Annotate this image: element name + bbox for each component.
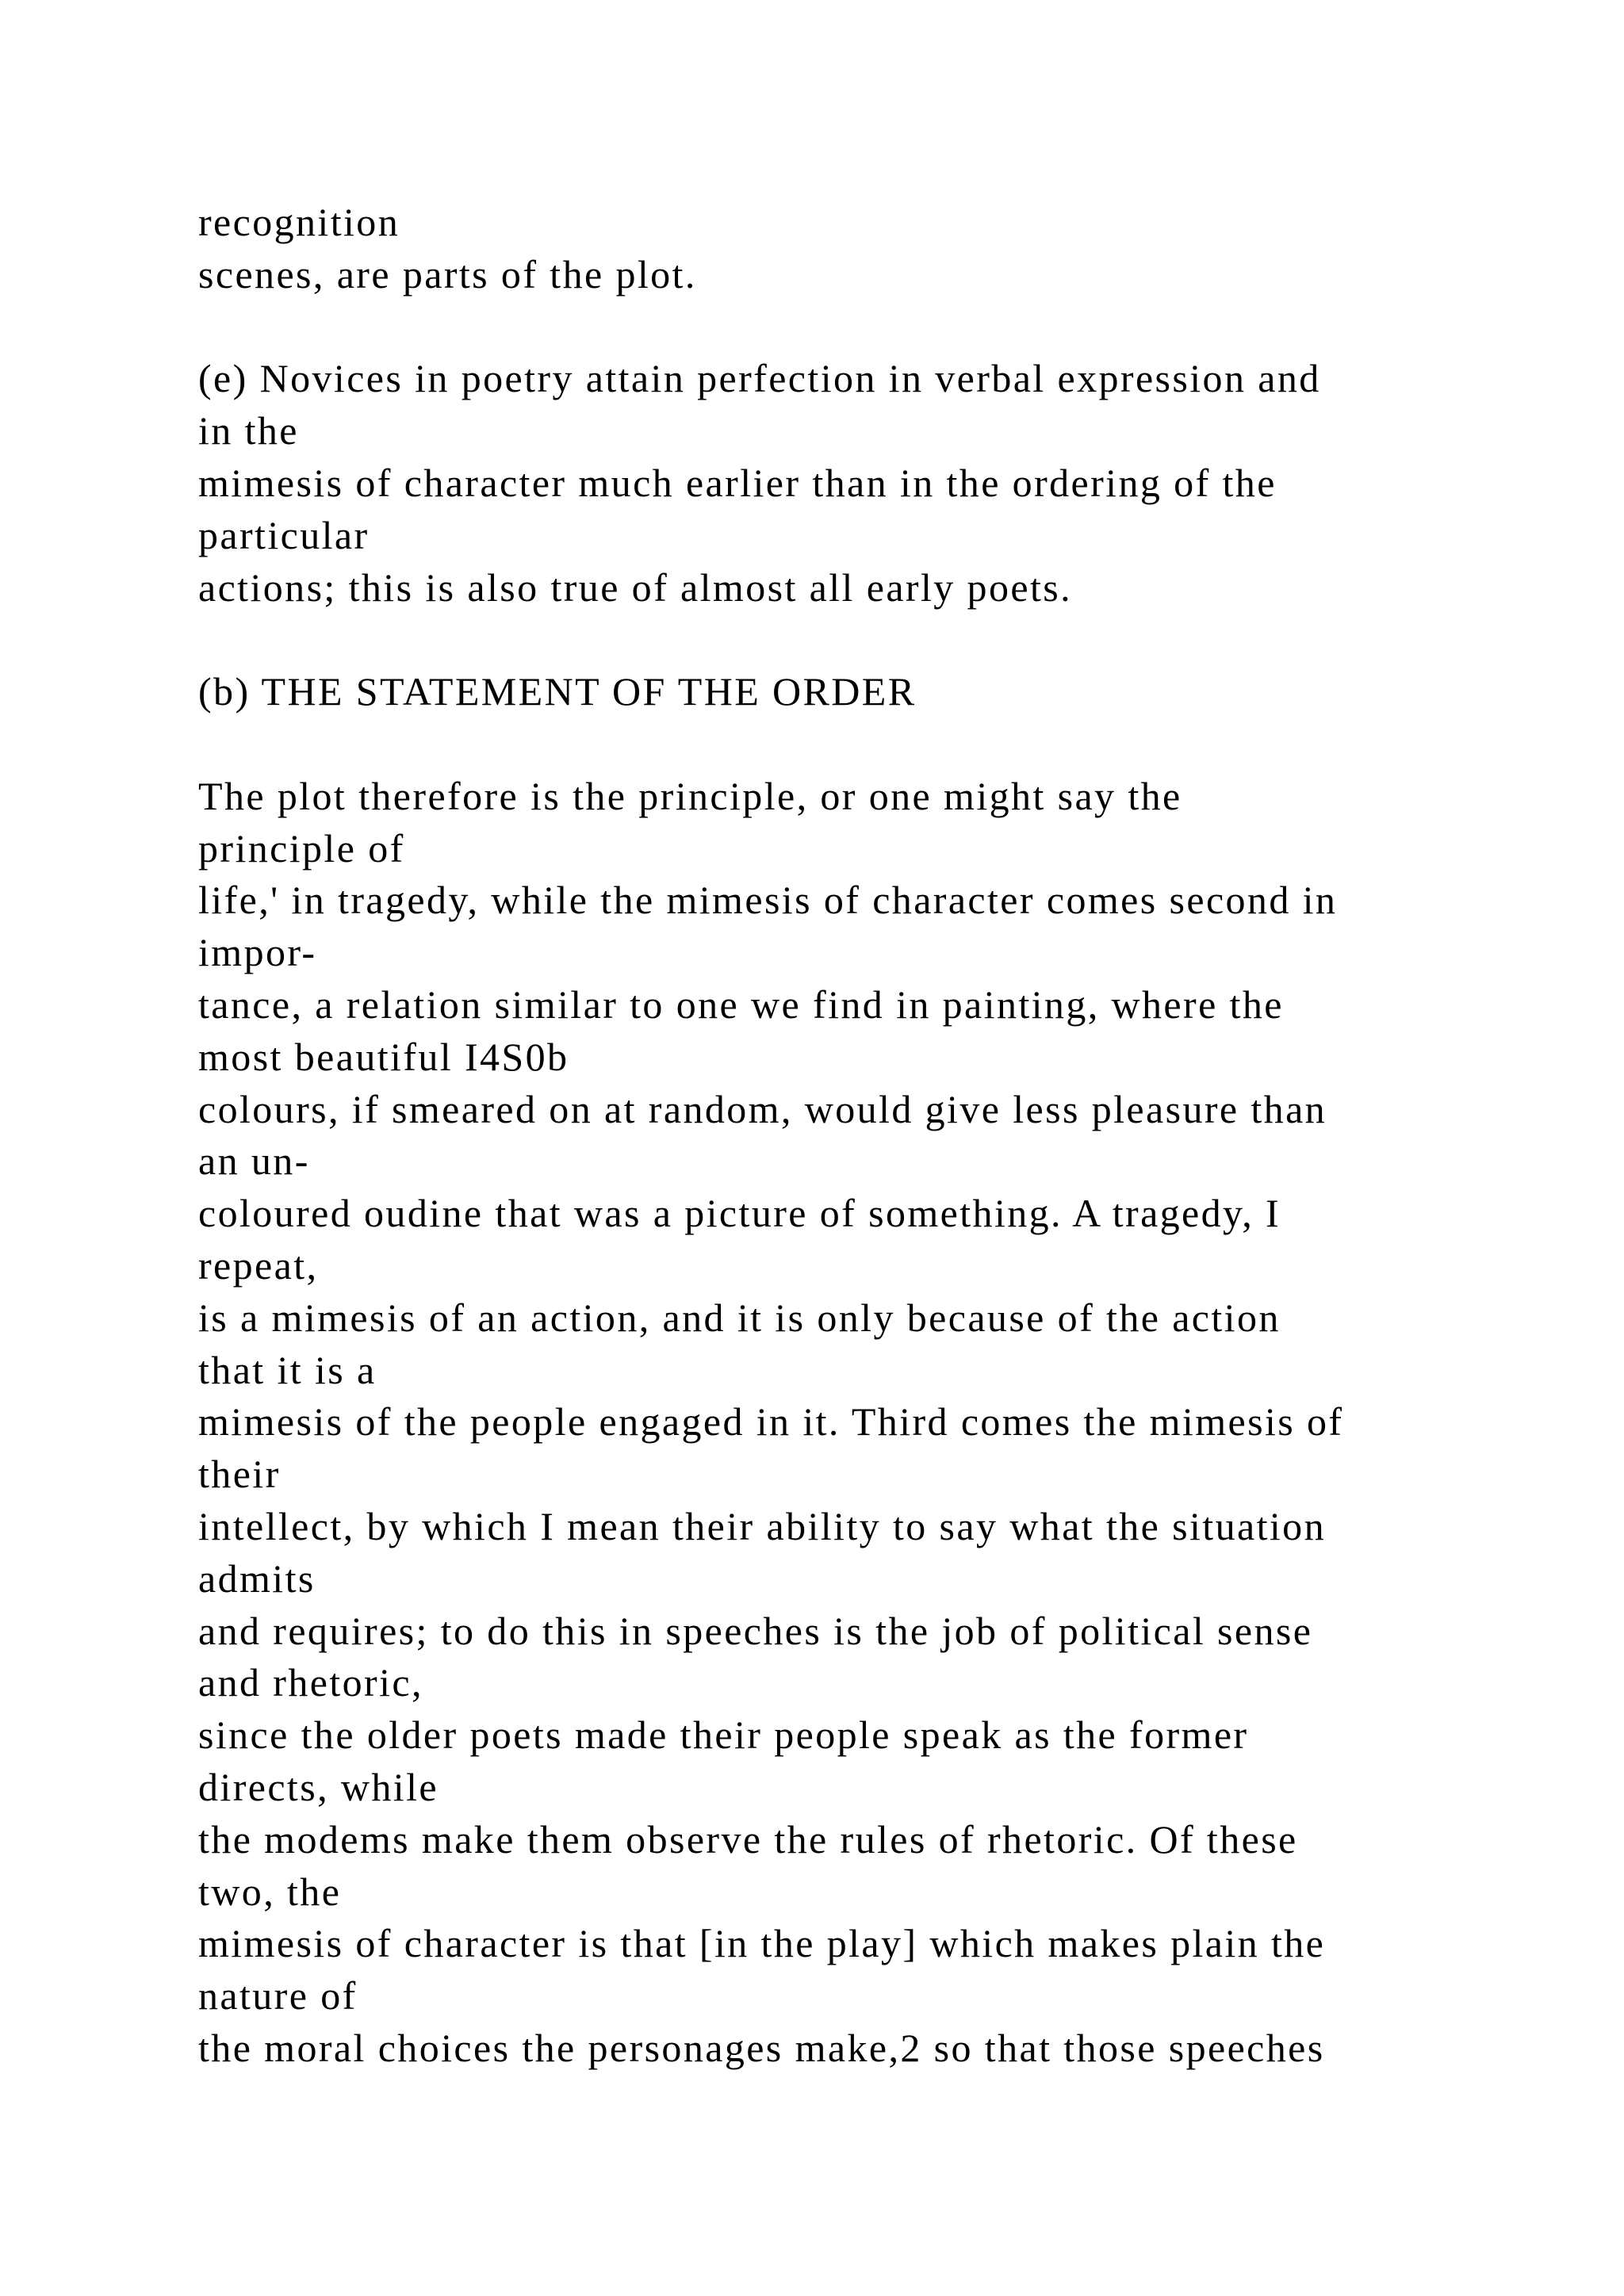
- text-line: tance, a relation similar to one we find in painting, where the: [198, 982, 1284, 1027]
- text-line: nature of: [198, 1973, 358, 2019]
- text-line: two, the: [198, 1869, 342, 1914]
- text-line: scenes, are parts of the plot.: [198, 251, 697, 297]
- blank-line: [198, 301, 1546, 354]
- text-line: in the: [198, 408, 299, 453]
- text-line: most beautiful I4S0b: [198, 1034, 569, 1079]
- text-line: mimesis of character much earlier than in the ordering of the: [198, 460, 1277, 505]
- blank-line: [198, 718, 1546, 771]
- text-line: an un-: [198, 1138, 310, 1184]
- text-line: and requires; to do this in speeches is the job of political sense: [198, 1608, 1313, 1653]
- text-line: that it is a: [198, 1347, 377, 1392]
- text-line: actions; this is also true of almost all early poets.: [198, 564, 1073, 610]
- text-line: since the older poets made their people speak as the former: [198, 1712, 1249, 1758]
- text-line: particular: [198, 512, 370, 557]
- text-line: the moral choices the personages make,2 so that those speeches: [198, 2025, 1325, 2070]
- text-line: principle of: [198, 825, 405, 871]
- text-line: is a mimesis of an action, and it is only because of the action: [198, 1295, 1281, 1340]
- document-text: [198, 197, 1546, 2075]
- blank-line: [198, 614, 1546, 666]
- text-line: impor-: [198, 930, 317, 975]
- text-line: the modems make them observe the rules of rhetoric. Of these: [198, 1816, 1298, 1862]
- text-line: directs, while: [198, 1764, 439, 1809]
- text-line: their: [198, 1452, 281, 1497]
- text-line: and rhetoric,: [198, 1660, 423, 1705]
- text-line: colours, if smeared on at random, would give less pleasure than: [198, 1086, 1327, 1131]
- text-line: mimesis of the people engaged in it. Third comes the mimesis of: [198, 1399, 1344, 1445]
- text-line: life,' in tragedy, while the mimesis of character comes second in: [198, 878, 1338, 923]
- text-line: repeat,: [198, 1242, 319, 1288]
- text-line: intellect, by which I mean their ability to say what the situation: [198, 1503, 1326, 1548]
- text-line: coloured oudine that was a picture of something. A tragedy, I: [198, 1191, 1281, 1236]
- text-line: The plot therefore is the principle, or one might say the: [198, 773, 1182, 818]
- text-line: admits: [198, 1556, 316, 1601]
- text-line: mimesis of character is that [in the play] which makes plain the: [198, 1921, 1326, 1966]
- text-line: (e) Novices in poetry attain perfection in verbal expression and: [198, 356, 1321, 401]
- section-heading: (b) THE STATEMENT OF THE ORDER: [198, 669, 917, 714]
- text-line: recognition: [198, 200, 400, 244]
